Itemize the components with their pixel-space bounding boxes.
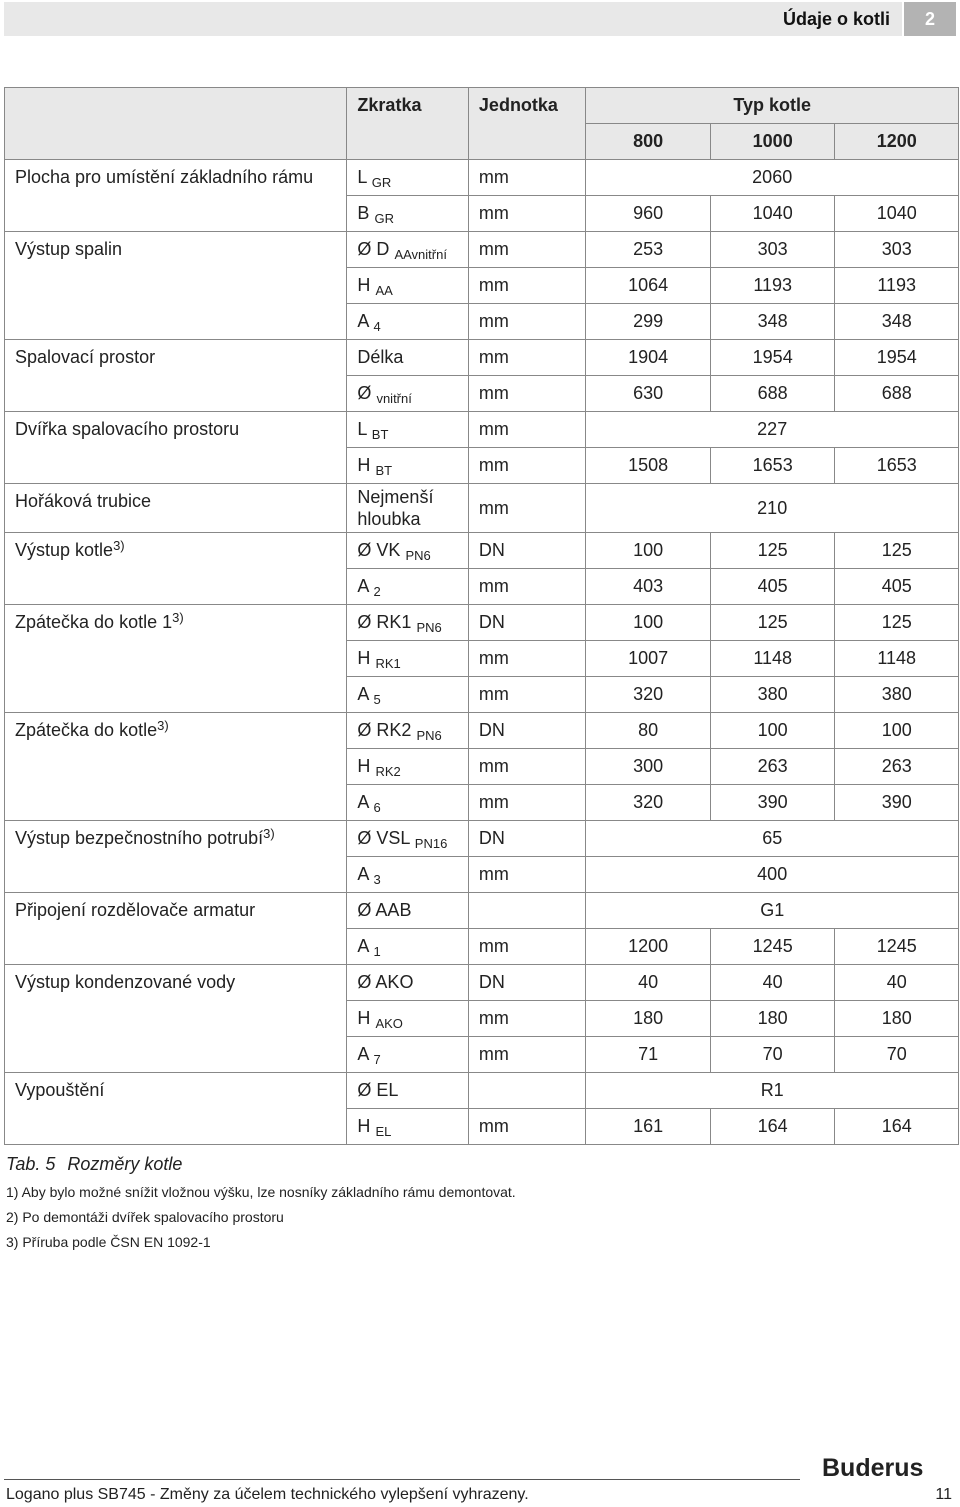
- abbreviation-cell: [347, 268, 469, 304]
- abbreviation: A: [357, 576, 369, 596]
- abbreviation: Nejmenší hloubka: [357, 487, 434, 529]
- value-cell: 320: [586, 677, 711, 713]
- header-unit: Jednotka: [468, 88, 585, 160]
- abbreviation: Délka: [357, 347, 404, 367]
- abbreviation: Ø VSL: [357, 828, 410, 848]
- value-cell: 1064: [586, 268, 711, 304]
- footer-text: Logano plus SB745 - Změny za účelem technického vylepšení vyhrazeny.: [6, 1486, 529, 1503]
- description-text: Výstup bezpečnostního potrubí: [15, 828, 264, 848]
- description-text: Výstup spalin: [15, 239, 123, 259]
- row-description: [5, 533, 347, 605]
- value-cell: 1007: [586, 641, 711, 677]
- abbreviation-cell: [347, 749, 469, 785]
- table-row: [5, 412, 959, 448]
- unit-cell: DN: [468, 821, 585, 857]
- value-cell: 65: [586, 821, 959, 857]
- abbreviation: H: [357, 275, 371, 295]
- abbreviation-subscript: 2: [373, 584, 381, 599]
- abbreviation-cell: [347, 304, 469, 340]
- description-text: Spalovací prostor: [15, 347, 156, 367]
- abbreviation-cell: [347, 412, 469, 448]
- value-cell: 1653: [710, 448, 835, 484]
- table-row: [5, 160, 959, 196]
- footnote-3: 3) Příruba podle ČSN EN 1092-1: [6, 1234, 211, 1250]
- chapter-number: 2: [904, 2, 956, 36]
- value-cell: 100: [586, 533, 711, 569]
- value-cell: 630: [586, 376, 711, 412]
- footnote-2: 2) Po demontáži dvířek spalovacího prostoru: [6, 1209, 284, 1225]
- abbreviation-cell: [347, 965, 469, 1001]
- value-cell: 40: [710, 965, 835, 1001]
- value-cell: 180: [586, 1001, 711, 1037]
- logo-text: Buderus: [822, 1454, 924, 1480]
- table-row: [5, 533, 959, 569]
- description-text: Hořáková trubice: [15, 491, 152, 511]
- unit-cell: mm: [468, 749, 585, 785]
- description-text: Připojení rozdělovače armatur: [15, 900, 256, 920]
- unit-cell: mm: [468, 412, 585, 448]
- abbreviation-subscript: PN6: [416, 620, 442, 635]
- unit-cell: mm: [468, 484, 585, 533]
- value-cell: 405: [710, 569, 835, 605]
- value-cell: 71: [586, 1037, 711, 1073]
- caption-text: Rozměry kotle: [67, 1154, 183, 1174]
- value-cell: 2060: [586, 160, 959, 196]
- value-cell: 263: [710, 749, 835, 785]
- header-empty-cell: [5, 88, 347, 160]
- value-cell: 100: [710, 713, 835, 749]
- unit-cell: DN: [468, 533, 585, 569]
- value-cell: 380: [835, 677, 959, 713]
- value-cell: 40: [835, 965, 959, 1001]
- description-text: Výstup kotle: [15, 540, 114, 560]
- abbreviation: H: [357, 1116, 371, 1136]
- abbreviation: H: [357, 756, 371, 776]
- row-description: [5, 893, 347, 965]
- value-cell: 1245: [835, 929, 959, 965]
- abbreviation: L: [357, 419, 367, 439]
- abbreviation-subscript: AA: [375, 283, 393, 298]
- description-text: Zpátečka do kotle: [15, 720, 158, 740]
- value-cell: 1193: [835, 268, 959, 304]
- unit-cell: mm: [468, 268, 585, 304]
- value-cell: 180: [710, 1001, 835, 1037]
- abbreviation-subscript: PN6: [416, 728, 442, 743]
- row-description: [5, 713, 347, 821]
- abbreviation-cell: [347, 340, 469, 376]
- value-cell: 403: [586, 569, 711, 605]
- unit-cell: mm: [468, 785, 585, 821]
- unit-cell: mm: [468, 304, 585, 340]
- table-row: [5, 965, 959, 1001]
- description-text: Vypouštění: [15, 1080, 105, 1100]
- value-cell: 263: [835, 749, 959, 785]
- value-cell: 164: [710, 1109, 835, 1145]
- row-description: [5, 232, 347, 340]
- abbreviation-subscript: RK1: [375, 656, 401, 671]
- value-cell: 1653: [835, 448, 959, 484]
- value-cell: 227: [586, 412, 959, 448]
- abbreviation-cell: [347, 605, 469, 641]
- value-cell: 390: [835, 785, 959, 821]
- value-cell: 100: [586, 605, 711, 641]
- value-cell: 1040: [835, 196, 959, 232]
- abbreviation-subscript: GR: [371, 175, 392, 190]
- abbreviation-subscript: RK2: [375, 764, 401, 779]
- unit-cell: mm: [468, 1001, 585, 1037]
- abbreviation: H: [357, 1008, 371, 1028]
- abbreviation-subscript: vnitřní: [376, 391, 412, 406]
- page-number: 11: [935, 1486, 952, 1503]
- abbreviation: Ø: [357, 383, 372, 403]
- description-text: Plocha pro umístění základního rámu: [15, 167, 314, 187]
- abbreviation-subscript: PN16: [414, 836, 448, 851]
- unit-cell: [468, 893, 585, 929]
- row-description: [5, 340, 347, 412]
- abbreviation-cell: [347, 641, 469, 677]
- table-row: [5, 713, 959, 749]
- footnote-ref: 3): [113, 538, 125, 553]
- abbreviation-subscript: AKO: [375, 1016, 403, 1031]
- unit-cell: DN: [468, 713, 585, 749]
- value-cell: 70: [710, 1037, 835, 1073]
- abbreviation-subscript: 4: [373, 319, 381, 334]
- abbreviation-cell: [347, 232, 469, 268]
- unit-cell: [468, 1073, 585, 1109]
- dimensions-table: [4, 87, 959, 1145]
- abbreviation-cell: [347, 160, 469, 196]
- unit-cell: DN: [468, 605, 585, 641]
- abbreviation-cell: [347, 448, 469, 484]
- unit-cell: mm: [468, 677, 585, 713]
- value-cell: 125: [710, 533, 835, 569]
- value-cell: 1245: [710, 929, 835, 965]
- buderus-logo: [822, 1454, 956, 1480]
- value-cell: G1: [586, 893, 959, 929]
- abbreviation-cell: [347, 1001, 469, 1037]
- table-row: [5, 484, 959, 533]
- page-title: Údaje o kotli: [782, 9, 890, 29]
- abbreviation-cell: [347, 821, 469, 857]
- abbreviation: Ø D: [357, 239, 390, 259]
- row-description: [5, 605, 347, 713]
- abbreviation-cell: [347, 196, 469, 232]
- abbreviation-subscript: AAvnitřní: [394, 247, 447, 262]
- unit-cell: mm: [468, 196, 585, 232]
- value-cell: 400: [586, 857, 959, 893]
- abbreviation-cell: [347, 484, 469, 533]
- abbreviation: Ø AKO: [357, 972, 414, 992]
- row-description: [5, 1073, 347, 1145]
- description-text: Dvířka spalovacího prostoru: [15, 419, 240, 439]
- value-cell: 125: [710, 605, 835, 641]
- abbreviation: H: [357, 648, 371, 668]
- abbreviation-cell: [347, 1037, 469, 1073]
- value-cell: 1148: [710, 641, 835, 677]
- abbreviation-subscript: PN6: [405, 548, 431, 563]
- footer-divider: [4, 1479, 800, 1480]
- value-cell: 348: [710, 304, 835, 340]
- header-model: 800: [586, 124, 711, 160]
- value-cell: 1200: [586, 929, 711, 965]
- unit-cell: mm: [468, 160, 585, 196]
- unit-cell: mm: [468, 569, 585, 605]
- abbreviation-cell: [347, 1109, 469, 1145]
- abbreviation-cell: [347, 713, 469, 749]
- abbreviation-subscript: BT: [375, 463, 393, 478]
- unit-cell: mm: [468, 340, 585, 376]
- table-row: [5, 605, 959, 641]
- table-row: [5, 232, 959, 268]
- value-cell: R1: [586, 1073, 959, 1109]
- abbreviation-subscript: 1: [373, 944, 381, 959]
- abbreviation-subscript: 3: [373, 872, 381, 887]
- value-cell: 253: [586, 232, 711, 268]
- header-bar: [4, 2, 902, 36]
- value-cell: 80: [586, 713, 711, 749]
- value-cell: 960: [586, 196, 711, 232]
- value-cell: 161: [586, 1109, 711, 1145]
- unit-cell: DN: [468, 965, 585, 1001]
- unit-cell: mm: [468, 1037, 585, 1073]
- abbreviation: A: [357, 1044, 369, 1064]
- abbreviation: Ø EL: [357, 1080, 399, 1100]
- abbreviation: A: [357, 864, 369, 884]
- value-cell: 125: [835, 605, 959, 641]
- value-cell: 405: [835, 569, 959, 605]
- value-cell: 100: [835, 713, 959, 749]
- value-cell: 688: [835, 376, 959, 412]
- abbreviation-subscript: EL: [375, 1124, 392, 1139]
- table-body: [5, 160, 959, 1145]
- unit-cell: mm: [468, 929, 585, 965]
- value-cell: 303: [710, 232, 835, 268]
- table-row: [5, 821, 959, 857]
- value-cell: 164: [835, 1109, 959, 1145]
- abbreviation-cell: [347, 1073, 469, 1109]
- abbreviation-cell: [347, 677, 469, 713]
- header-boiler-type: Typ kotle: [586, 88, 959, 124]
- value-cell: 303: [835, 232, 959, 268]
- abbreviation-cell: [347, 533, 469, 569]
- abbreviation-subscript: 6: [373, 800, 381, 815]
- footnote-ref: 3): [172, 610, 184, 625]
- abbreviation-subscript: BT: [371, 427, 389, 442]
- value-cell: 210: [586, 484, 959, 533]
- value-cell: 1148: [835, 641, 959, 677]
- unit-cell: mm: [468, 857, 585, 893]
- value-cell: 1954: [835, 340, 959, 376]
- abbreviation: L: [357, 167, 367, 187]
- unit-cell: mm: [468, 376, 585, 412]
- value-cell: 348: [835, 304, 959, 340]
- unit-cell: mm: [468, 448, 585, 484]
- abbreviation: A: [357, 311, 369, 331]
- abbreviation: A: [357, 936, 369, 956]
- footnote-1: 1) Aby bylo možné snížit vložnou výšku, lze nosníky základního rámu demontovat.: [6, 1184, 516, 1200]
- row-description: [5, 965, 347, 1073]
- value-cell: 1954: [710, 340, 835, 376]
- header-abbreviation: Zkratka: [347, 88, 469, 160]
- value-cell: 688: [710, 376, 835, 412]
- abbreviation-cell: [347, 893, 469, 929]
- abbreviation: Ø RK1: [357, 612, 412, 632]
- footnote-ref: 3): [157, 718, 169, 733]
- abbreviation-cell: [347, 376, 469, 412]
- abbreviation: Ø AAB: [357, 900, 412, 920]
- value-cell: 380: [710, 677, 835, 713]
- abbreviation: A: [357, 684, 369, 704]
- unit-cell: mm: [468, 641, 585, 677]
- value-cell: 299: [586, 304, 711, 340]
- row-description: [5, 821, 347, 893]
- abbreviation-subscript: GR: [374, 211, 394, 226]
- table-row: [5, 340, 959, 376]
- value-cell: 1193: [710, 268, 835, 304]
- value-cell: 180: [835, 1001, 959, 1037]
- abbreviation: A: [357, 792, 369, 812]
- value-cell: 40: [586, 965, 711, 1001]
- value-cell: 390: [710, 785, 835, 821]
- value-cell: 1904: [586, 340, 711, 376]
- abbreviation: Ø RK2: [357, 720, 412, 740]
- value-cell: 320: [586, 785, 711, 821]
- description-text: Výstup kondenzované vody: [15, 972, 236, 992]
- header-model: 1000: [710, 124, 835, 160]
- abbreviation-subscript: 7: [373, 1052, 381, 1067]
- table-row: [5, 893, 959, 929]
- row-description: [5, 160, 347, 232]
- abbreviation-subscript: 5: [373, 692, 381, 707]
- row-description: [5, 412, 347, 484]
- abbreviation: H: [357, 455, 371, 475]
- abbreviation: B: [357, 203, 370, 223]
- abbreviation: Ø VK: [357, 540, 401, 560]
- header-model: 1200: [835, 124, 959, 160]
- value-cell: 1508: [586, 448, 711, 484]
- unit-cell: mm: [468, 1109, 585, 1145]
- footnote-ref: 3): [263, 826, 275, 841]
- row-description: [5, 484, 347, 533]
- unit-cell: mm: [468, 232, 585, 268]
- abbreviation-cell: [347, 929, 469, 965]
- caption-label: Tab. 5: [6, 1154, 56, 1174]
- abbreviation-cell: [347, 569, 469, 605]
- value-cell: 70: [835, 1037, 959, 1073]
- description-text: Zpátečka do kotle 1: [15, 612, 173, 632]
- abbreviation-cell: [347, 785, 469, 821]
- abbreviation-cell: [347, 857, 469, 893]
- table-caption: [6, 1154, 182, 1175]
- value-cell: 300: [586, 749, 711, 785]
- value-cell: 1040: [710, 196, 835, 232]
- value-cell: 125: [835, 533, 959, 569]
- table-row: [5, 1073, 959, 1109]
